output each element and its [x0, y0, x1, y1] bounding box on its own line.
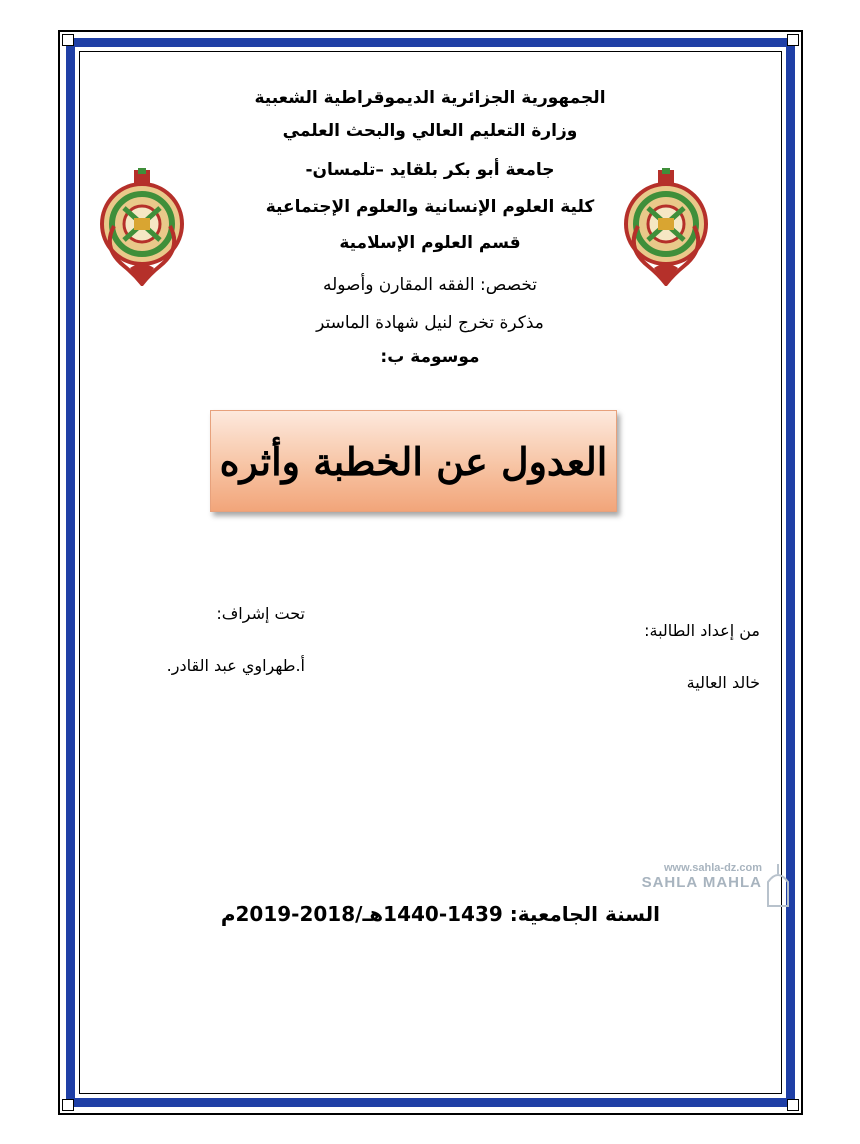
student-name: خالد العالية	[686, 673, 760, 692]
university-line: جامعة أبو بكر بلقايد –تلمسان-	[305, 160, 555, 180]
thesis-title-box	[210, 410, 617, 512]
university-logo-left	[94, 168, 190, 286]
thesis-type-line: مذكرة تخرج لنيل شهادة الماستر	[316, 313, 544, 333]
specialty-line: تخصص: الفقه المقارن وأصوله	[322, 275, 538, 295]
frame-corner	[787, 1099, 799, 1111]
university-logo-right	[618, 168, 714, 286]
frame-corner	[787, 34, 799, 46]
frame-corner	[62, 1099, 74, 1111]
republic-line: الجمهورية الجزائرية الديموقراطية الشعبية	[254, 88, 606, 108]
thesis-title: العدول عن الخطبة وأثره	[219, 438, 608, 484]
watermark-logo-icon	[764, 862, 792, 910]
watermark	[622, 862, 792, 912]
student-label: من إعداد الطالبة:	[644, 621, 760, 640]
academic-year: السنة الجامعية: 1439-1440هـ/2018-2019م	[220, 902, 660, 926]
department-line: قسم العلوم الإسلامية	[339, 233, 521, 253]
faculty-line: كلية العلوم الإنسانية والعلوم الإجتماعية	[265, 197, 595, 217]
watermark-name: SAHLA MAHLA	[641, 874, 762, 891]
watermark-url: www.sahla-dz.com	[663, 862, 762, 874]
ministry-line: وزارة التعليم العالي والبحث العلمي	[282, 121, 578, 141]
frame-corner	[62, 34, 74, 46]
supervisor-name: أ.طهراوي عبد القادر.	[166, 656, 305, 675]
supervisor-label: تحت إشراف:	[216, 604, 305, 623]
titled-line: موسومة ب:	[380, 347, 480, 367]
